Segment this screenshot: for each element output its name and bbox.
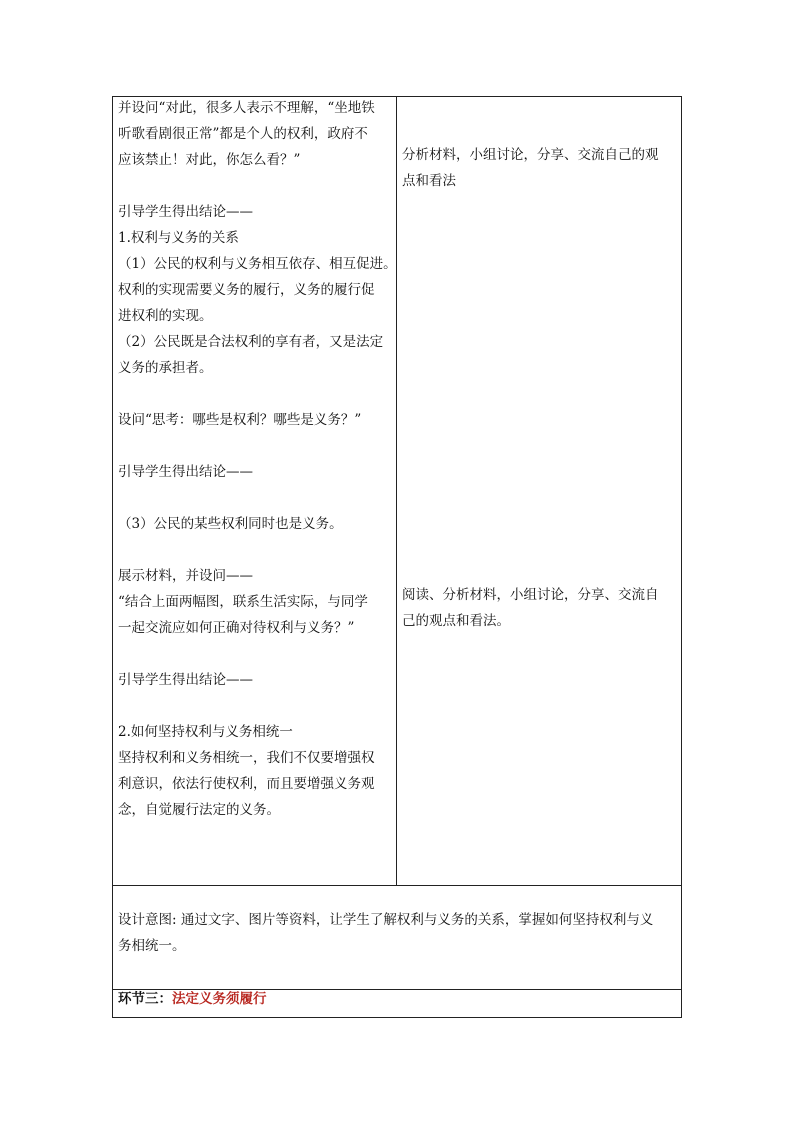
stage-label: 环节三： [118, 991, 172, 1007]
student-activity-block-2 [402, 582, 659, 634]
blank-line [118, 693, 397, 719]
text-line: 己的观点和看法。 [402, 613, 510, 629]
text-line: 设计意图: 通过文字、图片等资料，让学生了解权利与义务的关系，掌握如何坚持权利与义 [118, 912, 654, 928]
text-line: （2）公民既是合法权利的享有者，又是法定 [118, 334, 384, 350]
text-line: 设问“思考：哪些是权利？哪些是义务？” [118, 412, 362, 428]
text-line: 2.如何坚持权利与义务相统一 [118, 724, 293, 740]
blank-line [118, 173, 397, 199]
text-line: 引导学生得出结论—— [118, 204, 253, 220]
stage-title: 法定义务须履行 [172, 991, 267, 1007]
text-line: “结合上面两幅图，联系生活实际，与同学 [118, 594, 368, 610]
text-line: 义务的承担者。 [118, 360, 213, 376]
table-border-left [112, 96, 113, 1018]
text-line: 分析材料，小组讨论，分享、交流自己的观 [402, 147, 659, 163]
stage-header [118, 986, 267, 1012]
text-line: 点和看法 [402, 173, 456, 189]
text-line: 一起交流应如何正确对待权利与义务？” [118, 620, 355, 636]
blank-line [118, 537, 397, 563]
text-line: 务相统一。 [118, 938, 186, 954]
text-line: 阅读、分析材料，小组讨论，分享、交流自 [402, 587, 659, 603]
text-line: （3）公民的某些权利同时也是义务。 [118, 516, 343, 532]
text-line: 念，自觉履行法定的义务。 [118, 802, 280, 818]
text-line: 坚持权利和义务相统一，我们不仅要增强权 [118, 750, 375, 766]
blank-line [118, 381, 397, 407]
table-border-right [681, 96, 682, 1018]
blank-line [118, 641, 397, 667]
text-line: （1）公民的权利与义务相互依存、相互促进。 [118, 256, 397, 272]
text-line: 听歌看剧很正常”都是个人的权利，政府不 [118, 126, 368, 142]
text-line: 进权利的实现。 [118, 308, 213, 324]
text-line: 展示材料，并设问—— [118, 568, 253, 584]
teacher-activity-cell [118, 95, 397, 823]
text-line: 权利的实现需要义务的履行，义务的履行促 [118, 282, 375, 298]
design-intent-cell [118, 907, 653, 959]
student-activity-block-1 [402, 142, 659, 194]
blank-line [118, 485, 397, 511]
row-divider-design-intent [112, 885, 682, 886]
text-line: 并设问“对此，很多人表示不理解，“坐地铁 [118, 100, 375, 116]
text-line: 引导学生得出结论—— [118, 464, 253, 480]
text-line: 应该禁止！对此，你怎么看？” [118, 152, 301, 168]
text-line: 利意识，依法行使权利，而且要增强义务观 [118, 776, 375, 792]
table-border-bottom [112, 1017, 682, 1018]
text-line: 1.权利与义务的关系 [118, 230, 239, 246]
text-line: 引导学生得出结论—— [118, 672, 253, 688]
blank-line [118, 433, 397, 459]
